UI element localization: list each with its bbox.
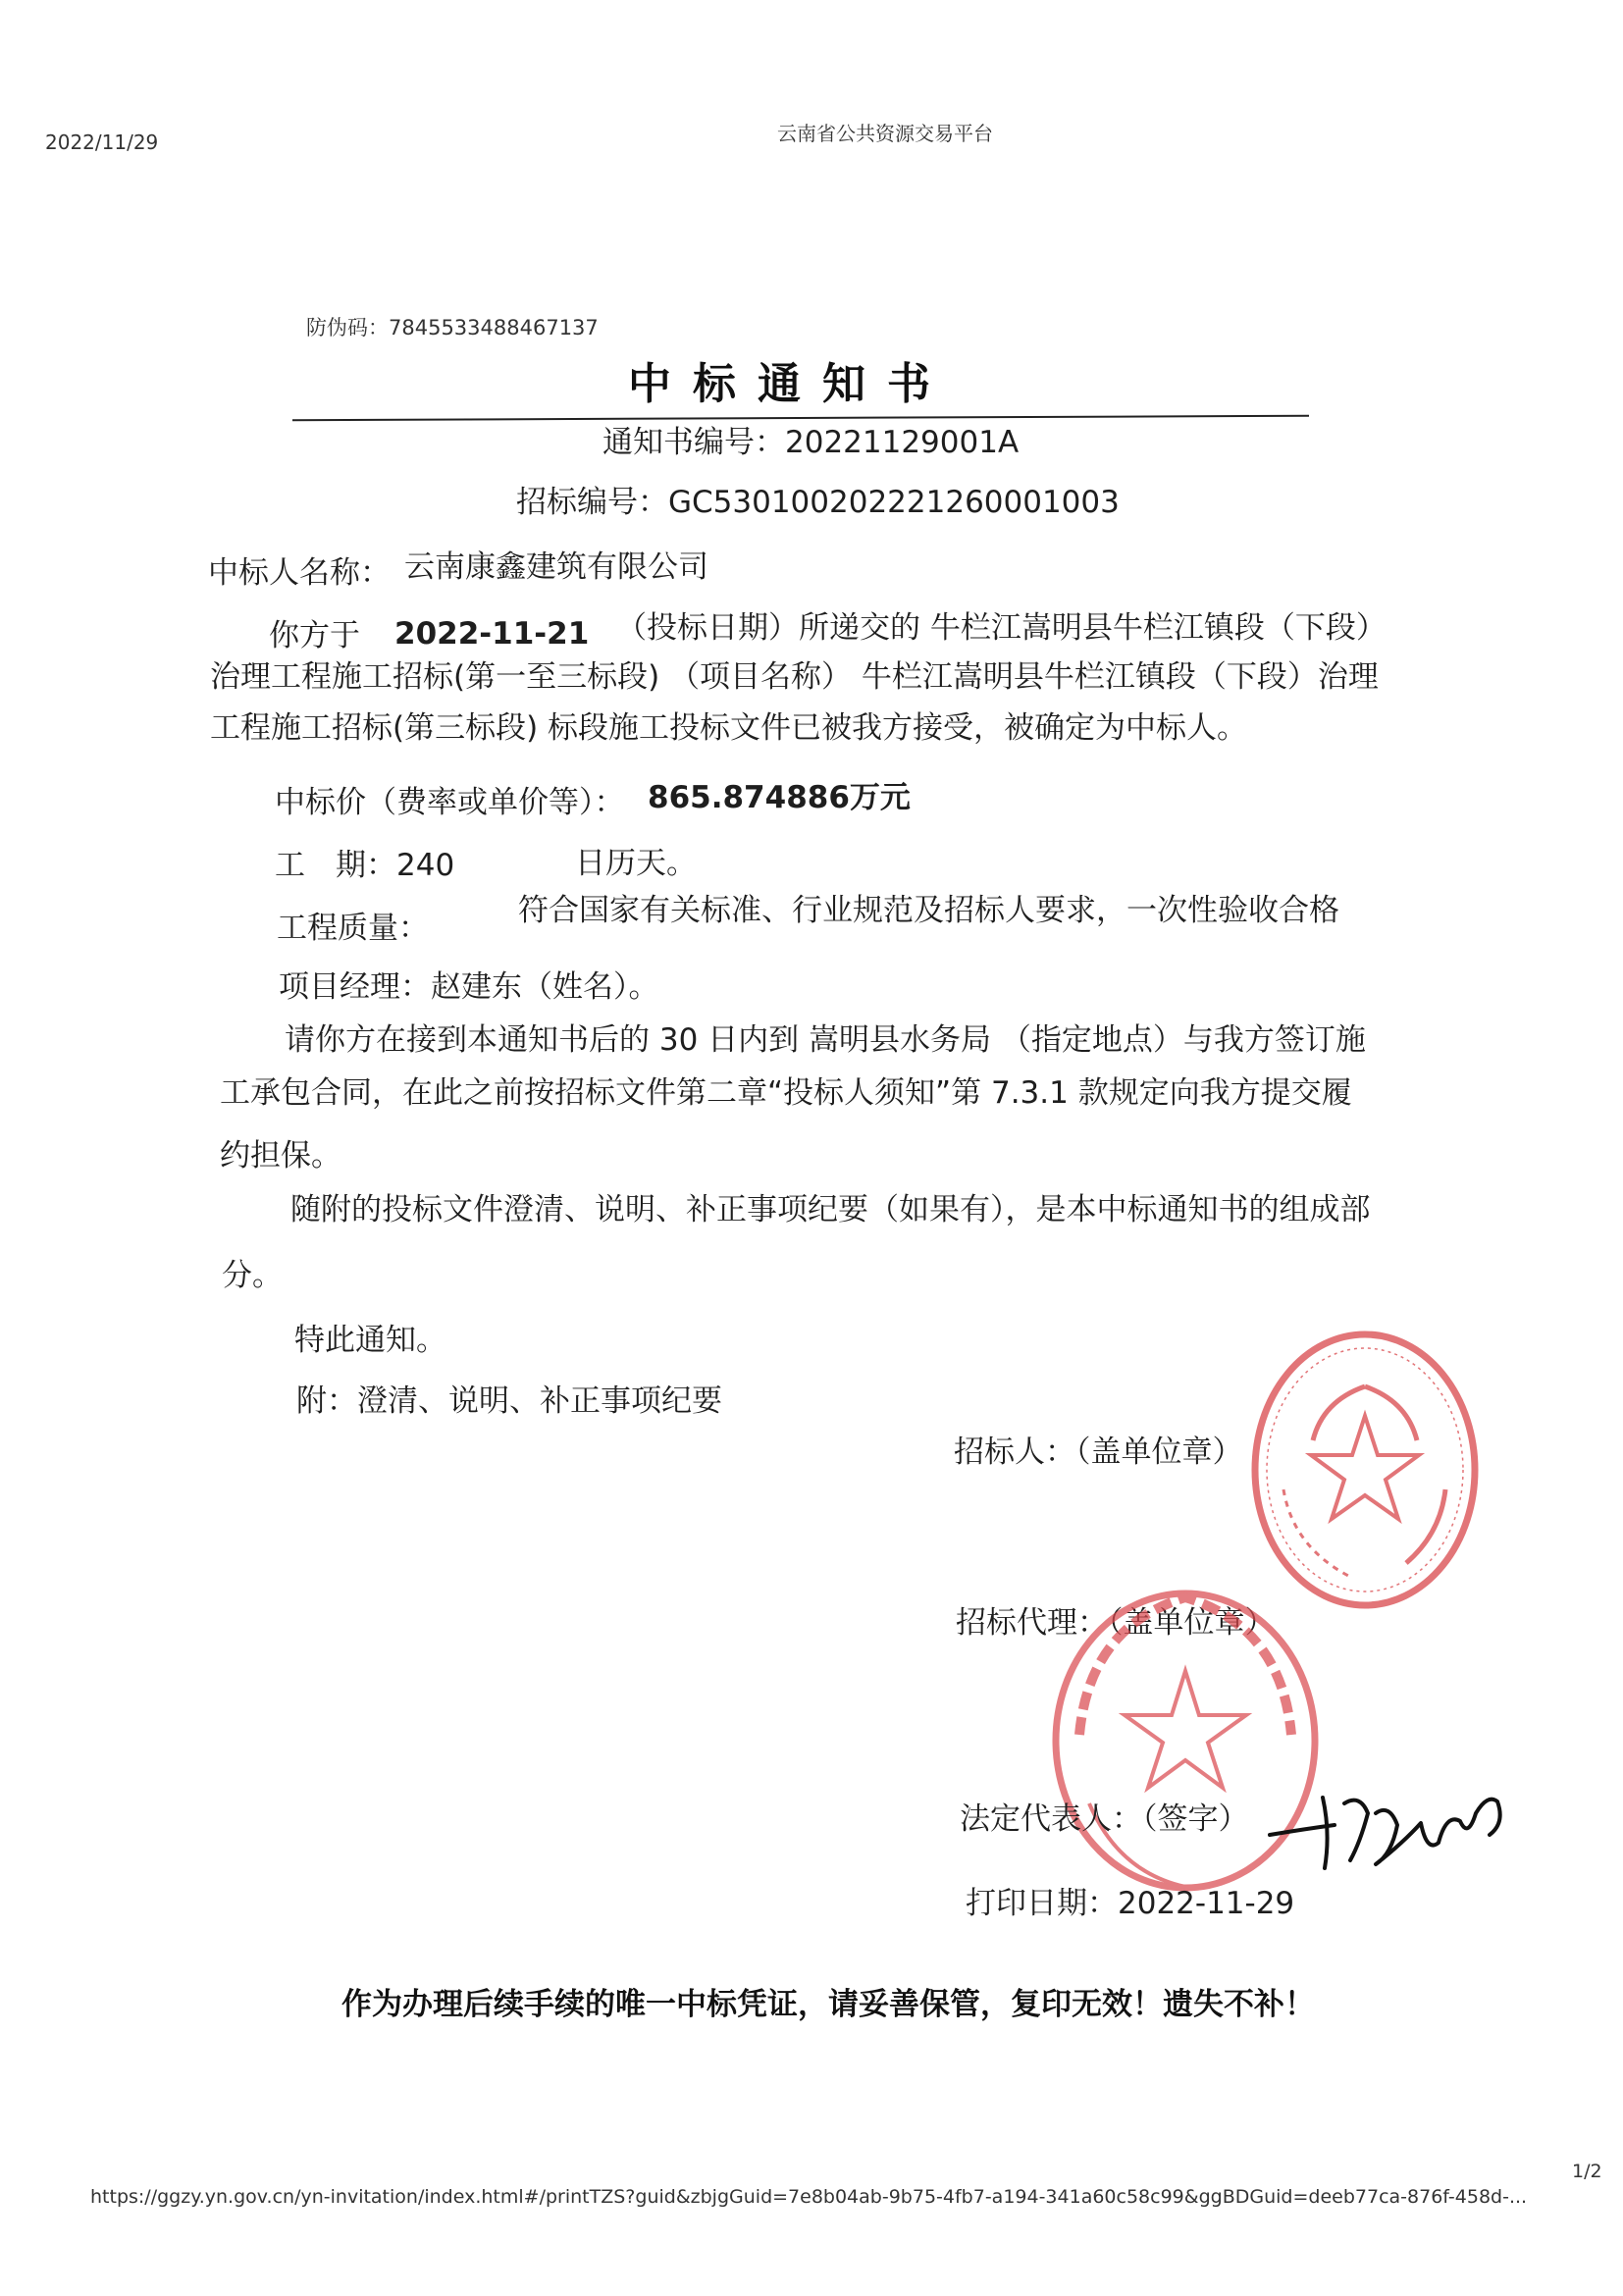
page-title: 中标通知书 — [628, 359, 952, 409]
anti-fake-code: 防伪码：7845533488467137 — [306, 316, 599, 339]
para2-line2: 工承包合同，在此之前按招标文件第二章“投标人须知”第 7.3.1 款规定向我方提交履 — [220, 1075, 1352, 1111]
print-date-line: 打印日期：2022-11-29 — [966, 1886, 1295, 1921]
para1-intro: 你方于 — [269, 618, 360, 653]
print-date-header: 2022/11/29 — [45, 130, 159, 154]
quality-value: 符合国家有关标准、行业规范及招标人要求，一次性验收合格 — [518, 893, 1339, 928]
title-rule — [292, 415, 1309, 422]
para3-line2: 分。 — [222, 1258, 283, 1293]
para2-line3: 约担保。 — [220, 1138, 341, 1174]
attachment-note: 附：澄清、说明、补正事项纪要 — [296, 1383, 722, 1419]
tenderer-line: 招标人：（盖单位章） — [954, 1435, 1243, 1470]
quality-label: 工程质量： — [277, 911, 429, 946]
platform-name: 云南省公共资源交易平台 — [777, 122, 993, 145]
para1-line1: （投标日期）所递交的 牛栏江嵩明县牛栏江镇段（下段） — [616, 610, 1387, 646]
para1-line2: 治理工程施工招标(第一至三标段) （项目名称） 牛栏江嵩明县牛栏江镇段（下段）治理 — [210, 659, 1379, 695]
winner-name: 云南康鑫建筑有限公司 — [404, 549, 708, 585]
para2-line1: 请你方在接到本通知书后的 30 日内到 嵩明县水务局 （指定地点）与我方签订施 — [285, 1022, 1366, 1058]
warning-text: 作为办理后续手续的唯一中标凭证，请妥善保管，复印无效！遗失不补！ — [341, 1987, 1315, 2022]
notice-closing: 特此通知。 — [294, 1323, 446, 1358]
notice-number: 通知书编号：20221129001A — [602, 425, 1020, 460]
page-number: 1/2 — [1572, 2161, 1602, 2182]
signature-icon — [1266, 1774, 1511, 1882]
bid-number: 招标编号：GC530100202221260001003 — [516, 485, 1120, 520]
winner-label: 中标人名称： — [208, 555, 391, 591]
footer-url[interactable]: https://ggzy.yn.gov.cn/yn-invitation/index.html#/printTZS?guid&zbjgGuid=7e8b04ab-9b75-4fb7-a194-341a60c58c99&ggBDGuid=deeb77ca-876f-458d-... — [90, 2186, 1528, 2208]
para3-line1: 随附的投标文件澄清、说明、补正事项纪要（如果有），是本中标通知书的组成部 — [290, 1192, 1371, 1227]
para1-line3: 工程施工招标(第三标段) 标段施工投标文件已被我方接受，被确定为中标人。 — [210, 710, 1248, 746]
agent-line: 招标代理：（盖单位章） — [956, 1605, 1276, 1641]
price-value: 865.874886万元 — [648, 780, 911, 815]
period-label: 工 期：240 — [275, 848, 455, 883]
bid-date: 2022-11-21 — [394, 616, 590, 652]
period-unit: 日历天。 — [575, 846, 697, 881]
legal-rep-line: 法定代表人：（签字） — [960, 1801, 1249, 1837]
project-manager: 项目经理：赵建东（姓名）。 — [279, 969, 659, 1005]
price-label: 中标价（费率或单价等）： — [275, 785, 625, 820]
